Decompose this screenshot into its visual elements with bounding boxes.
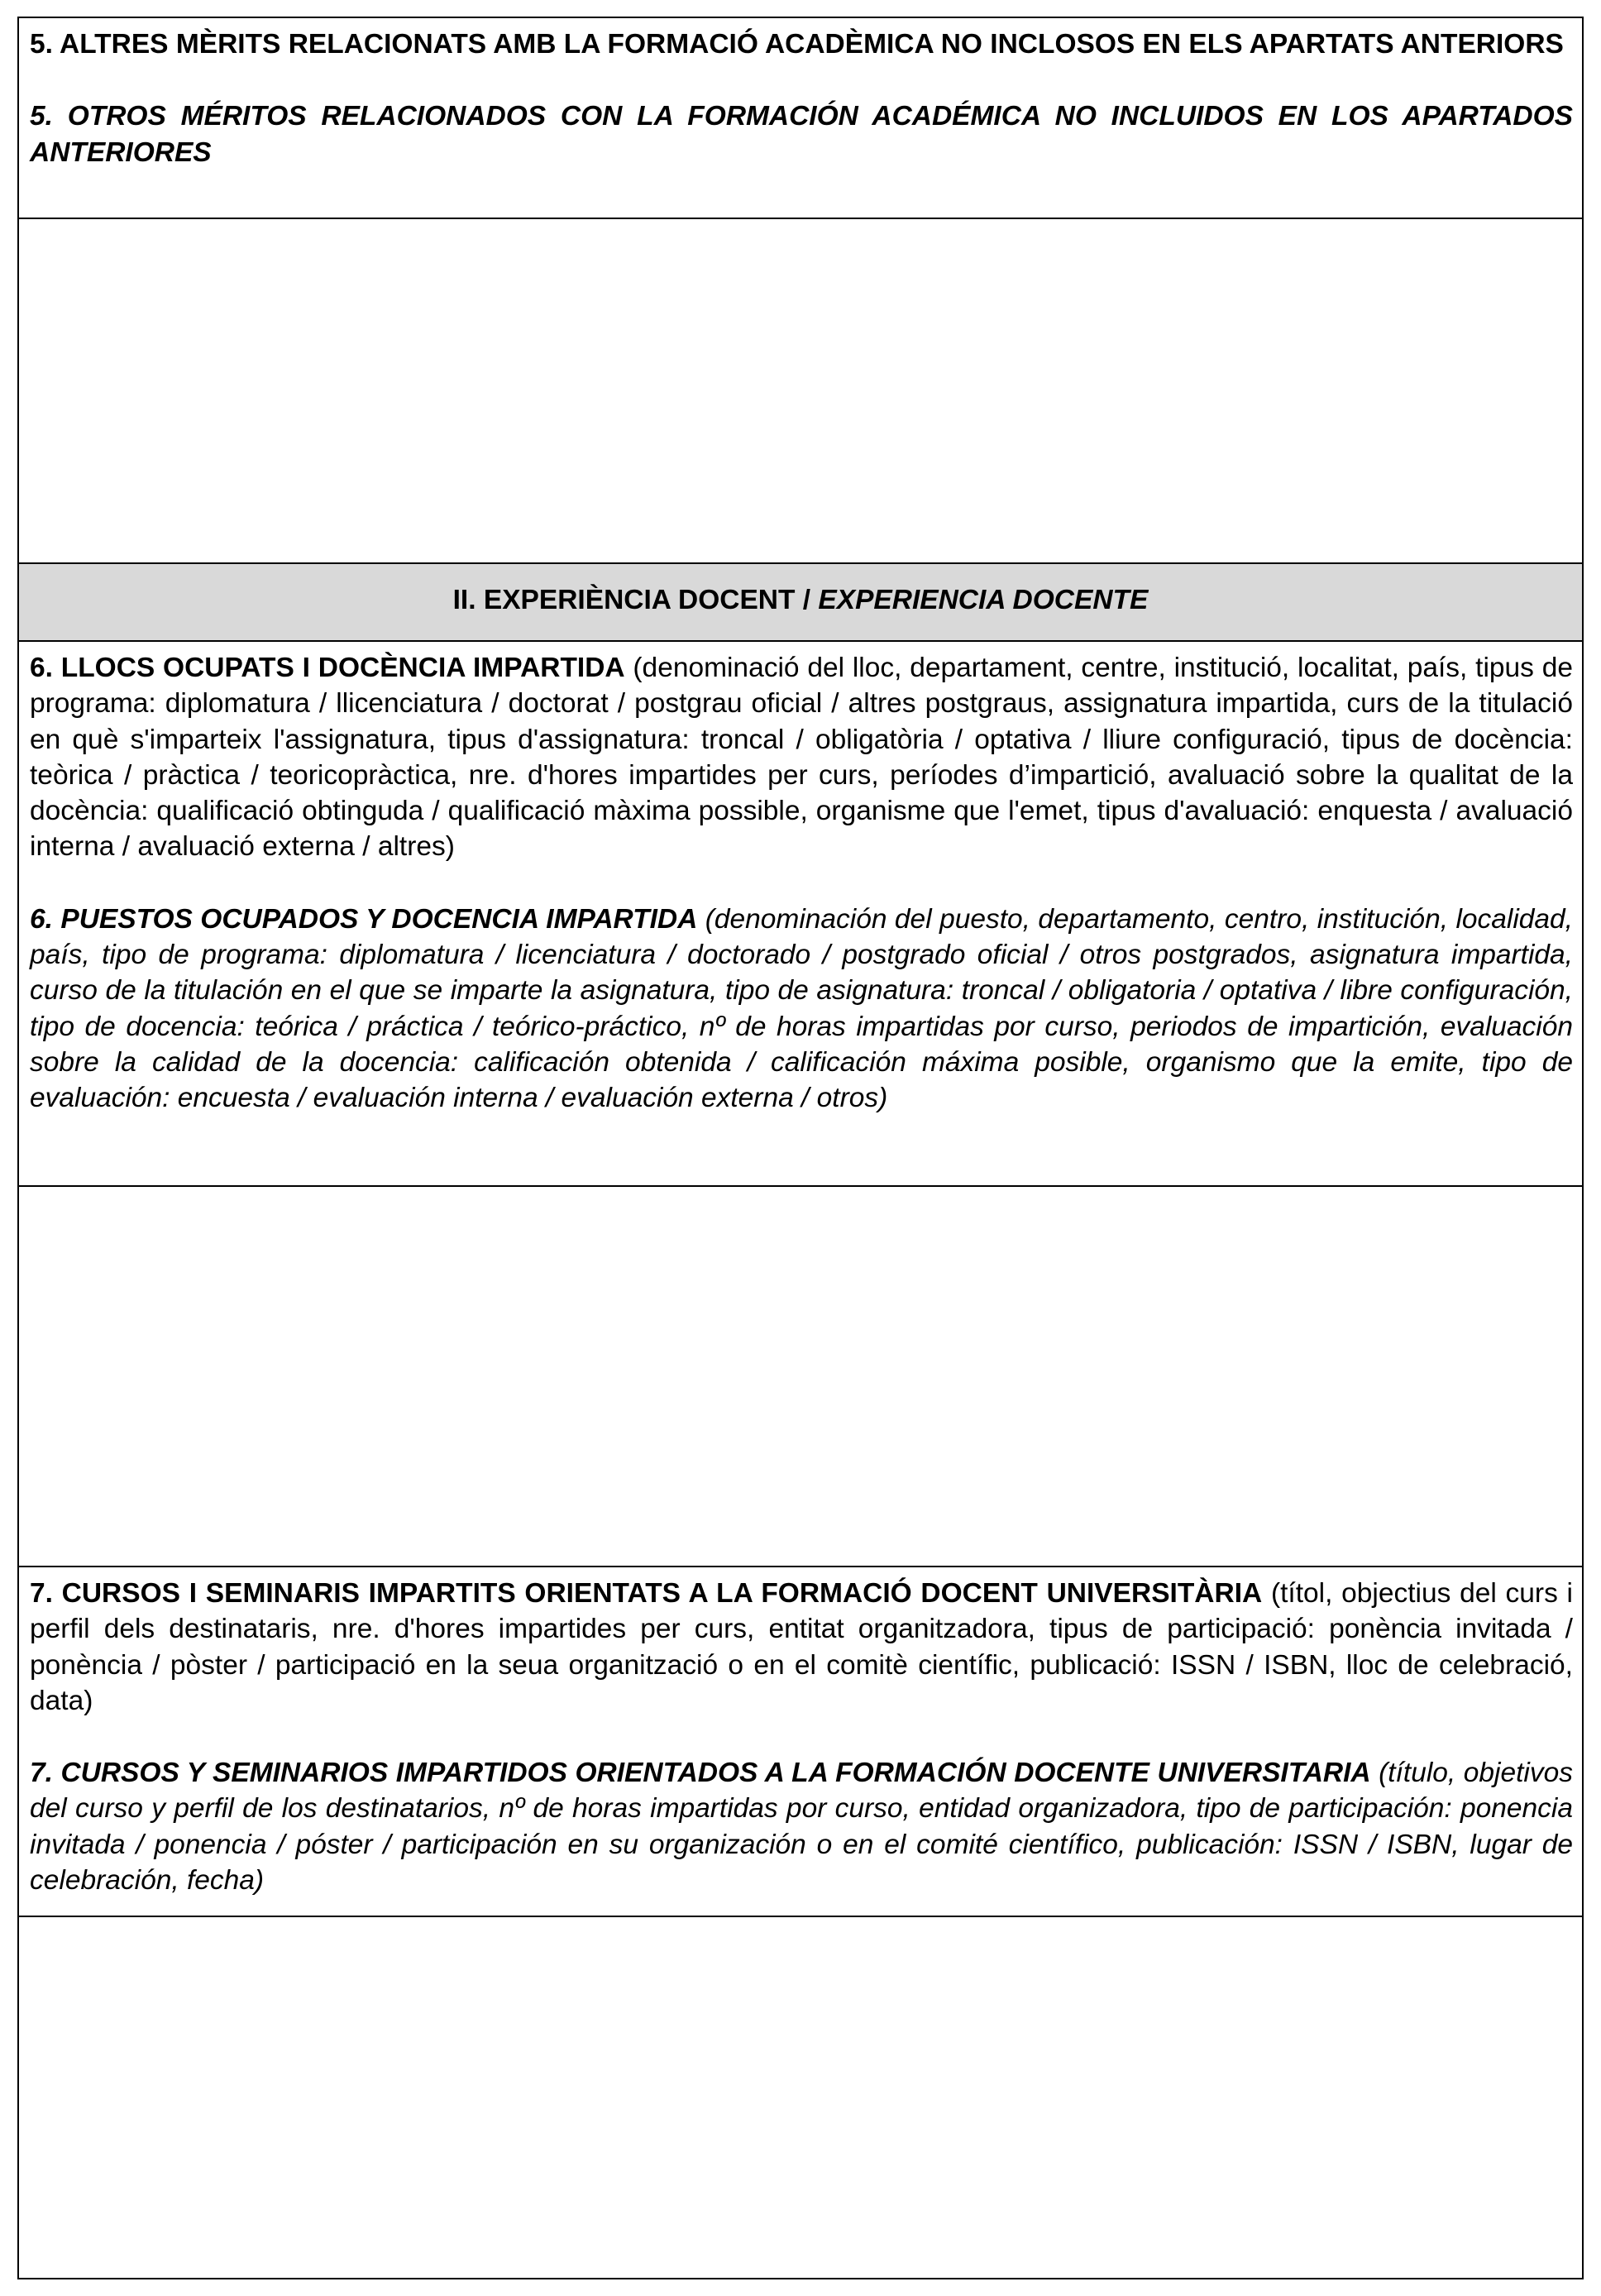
section-6-detail-es: (denominación del puesto, departamento, centro, institución, localidad, país, tipo de programa: diplomatura / licenciatura / doctorado / postgrado oficial / otros postgrados, asignatura impartida, curso de la titulación en el que se imparte la asignatura, tipo de asignatura: troncal / obligatoria / optativa / libre configuración, tipo de docencia: teórica / práctica / teórico-práctico, nº de horas impartidas por curso, periodos de impartición, evaluación sobre la calidad de la docencia: calificación obtenida / calificación máxima posible, organismo que la emite, tipo de evaluación: encuesta / evaluación interna / evaluación externa / otros) bbox=[30, 903, 1573, 1114]
section-6-text-ca bbox=[30, 650, 1573, 865]
section-7-detail-ca: (títol, objectius del curs i perfil dels destinataris, nre. d'hores impartides per curs, entitat organitzadora, tipus de participació: ponència invitada / ponència / pòster / participació en la seua organització o en el comitè científic, publicació: ISSN / ISBN, lloc de celebració, data) bbox=[30, 1578, 1573, 1716]
section-7-answer-area[interactable] bbox=[19, 1917, 1582, 2278]
section-5-answer-area[interactable] bbox=[19, 219, 1582, 564]
section-7-detail-es: (título, objetivos del curso y perfil de los destinatarios, nº de horas impartidas por curso, entidad organizadora, tipo de participación: ponencia invitada / ponencia / póster / participación en su organización o en el comité científico, publicación: ISSN / ISBN, lugar de celebración, fecha) bbox=[30, 1758, 1573, 1897]
section-5-heading-es: 5. OTROS MÉRITOS RELACIONADOS CON LA FORMACIÓN ACADÉMICA NO INCLUIDOS EN LOS APARTADOS ANTERIORES bbox=[30, 101, 1573, 168]
section-5-heading-ca: 5. ALTRES MÈRITS RELACIONATS AMB LA FORMACIÓ ACADÈMICA NO INCLOSOS EN ELS APARTATS ANTERIORS bbox=[30, 29, 1564, 60]
section-7-heading-ca: 7. CURSOS I SEMINARIS IMPARTITS ORIENTATS A LA FORMACIÓ DOCENT UNIVERSITÀRIA bbox=[30, 1578, 1263, 1609]
section-6-heading-cell bbox=[19, 642, 1582, 1187]
section-6-detail-ca: (denominació del lloc, departament, centre, institució, localitat, país, tipus de programa: diplomatura / llicenciatura / doctorat / postgrau oficial / altres postgraus, assignatura impartida, curs de la titulació en què s'imparteix l'assignatura, tipus d'assignatura: troncal / obligatòria / optativa / lliure configuració, tipus de docència: teòrica / pràctica / teoricopràctica, nre. d'hores impartides per curs, períodes d’impartició, avaluació sobre la qualitat de la docència: qualificació obtinguda / qualificació màxima possible, organisme que l'emet, tipus d'avaluació: enquesta / avaluació interna / avaluació externa / altres) bbox=[30, 653, 1573, 863]
section-7-text-ca bbox=[30, 1576, 1573, 1719]
section-7-heading-cell bbox=[19, 1567, 1582, 1917]
cv-form-table bbox=[17, 17, 1584, 2279]
section-7-text-es bbox=[30, 1755, 1573, 1898]
section-5-heading-cell bbox=[19, 18, 1582, 219]
section-7-heading-es: 7. CURSOS Y SEMINARIOS IMPARTIDOS ORIENTADOS A LA FORMACIÓN DOCENTE UNIVERSITARIA bbox=[30, 1758, 1371, 1789]
section-6-heading-ca: 6. LLOCS OCUPATS I DOCÈNCIA IMPARTIDA bbox=[30, 653, 625, 683]
part-2-title-es: EXPERIENCIA DOCENTE bbox=[818, 585, 1149, 615]
section-6-heading-es: 6. PUESTOS OCUPADOS Y DOCENCIA IMPARTIDA bbox=[30, 903, 698, 935]
part-2-header bbox=[19, 564, 1582, 642]
section-6-text-es bbox=[30, 902, 1573, 1117]
part-2-title-ca: II. EXPERIÈNCIA DOCENT / bbox=[452, 585, 819, 615]
section-6-answer-area[interactable] bbox=[19, 1187, 1582, 1567]
